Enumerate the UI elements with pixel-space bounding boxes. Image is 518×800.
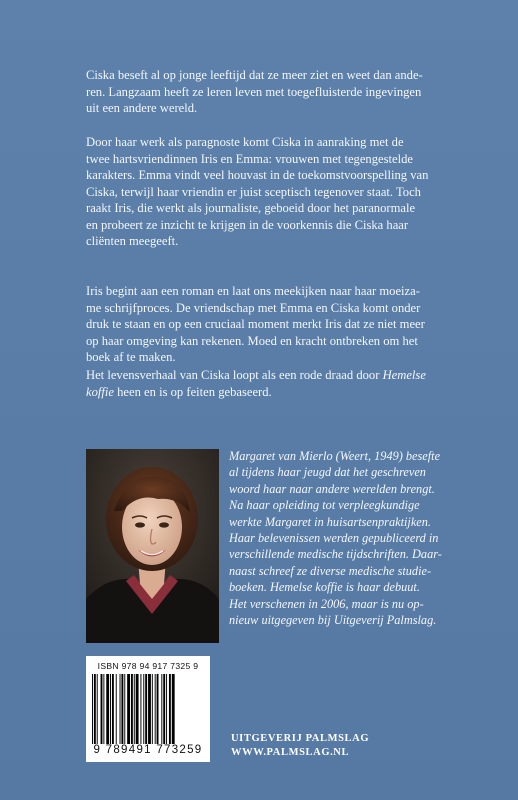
text-line: op haar omgeving kan rekenen. Moed en kracht ontbreken om het xyxy=(86,333,418,348)
text-line: ren. Langzaam heeft ze leren leven met toegefluisterde ingevingen xyxy=(86,84,422,99)
author-portrait-illustration xyxy=(86,449,219,643)
book-title-italic: Hemelse xyxy=(382,368,426,382)
barcode-bar xyxy=(110,674,111,744)
author-photo xyxy=(86,449,219,643)
bio-line: woord haar naar andere werelden brengt. xyxy=(229,481,435,496)
publisher-url: WWW.PALMSLAG.NL xyxy=(231,747,350,758)
barcode-bar xyxy=(152,674,153,744)
isbn-barcode xyxy=(86,656,210,762)
barcode-bar xyxy=(101,674,103,744)
bio-line: verschillende medische tijdschriften. Daar- xyxy=(229,547,442,562)
blurb-paragraph-2 xyxy=(86,134,452,250)
bio-line: nieuw uitgegeven bij Uitgeverij Palmslag. xyxy=(229,613,437,628)
barcode-bar xyxy=(166,674,167,744)
text-line: Ciska, terwijl haar vriendin er juist sceptisch tegenover staat. Toch xyxy=(86,184,421,199)
barcode-bar xyxy=(103,674,104,744)
barcode-bar xyxy=(157,674,159,744)
publisher-name: UITGEVERIJ PALMSLAG xyxy=(231,733,370,744)
author-biography xyxy=(229,448,455,628)
barcode-bar xyxy=(121,674,123,744)
barcode-bar xyxy=(131,674,133,744)
barcode-bar xyxy=(161,674,162,744)
barcode-bar xyxy=(106,674,109,744)
barcode-bar xyxy=(145,674,147,744)
barcode-bar xyxy=(140,674,141,744)
bio-line: Haar belevenissen werden gepubliceerd in xyxy=(229,531,439,546)
barcode-bar xyxy=(163,674,165,744)
bio-line: werkte Margaret in huisartsenpraktijken. xyxy=(229,514,431,529)
blurb-paragraph-4 xyxy=(86,367,452,400)
text-segment: heen en is op feiten gebaseerd. xyxy=(113,384,272,399)
text-line: karakters. Emma vindt veel houvast in de toekomstvoorspelling van xyxy=(86,168,429,182)
text-line: Iris begint aan een roman en laat ons meekijken naar haar moeiza- xyxy=(86,284,420,298)
bio-line: boeken. Hemelse koffie is haar debuut. xyxy=(229,580,420,595)
isbn-label: ISBN 978 94 917 7325 9 xyxy=(97,661,199,671)
barcode-bar xyxy=(143,674,144,744)
blurb-paragraph-3 xyxy=(86,283,452,366)
barcode-bar xyxy=(97,674,98,744)
book-title-italic: koffie xyxy=(86,384,114,399)
text-line: druk te staan en op een cruciaal moment merkt Iris dat ze niet meer xyxy=(86,317,425,331)
barcode-bar xyxy=(148,674,151,744)
text-line: twee hartsvriendinnen Iris en Emma: vrouwen met tegengestelde xyxy=(86,151,413,166)
barcode-bar xyxy=(136,674,139,744)
text-line: uit een andere wereld. xyxy=(86,101,198,115)
bio-line: Het verschenen in 2006, maar is nu op- xyxy=(229,596,424,611)
bio-line: al tijdens haar jeugd dat het geschreven xyxy=(229,465,426,480)
barcode-bar xyxy=(169,674,171,744)
barcode-bar xyxy=(116,674,117,744)
barcode-bar xyxy=(172,674,175,744)
publisher-info xyxy=(231,732,369,760)
bio-line: Margaret van Mierlo (Weert, 1949) besefte xyxy=(229,449,441,463)
barcode-bar xyxy=(127,674,130,744)
text-line: Door haar werk als paragnoste komt Ciska in aanraking met de xyxy=(86,135,404,149)
text-line: boek af te maken. xyxy=(86,350,176,364)
text-line: Ciska beseft al op jonge leeftijd dat ze meer ziet en weet dan ande- xyxy=(86,68,423,82)
barcode-bar xyxy=(124,674,125,744)
barcode-bar xyxy=(94,674,96,744)
text-line: me schrijfproces. De vriendschap met Emma en Ciska komt onder xyxy=(86,300,421,315)
barcode-bar xyxy=(92,674,93,744)
bio-line: naast schreef ze diverse medische studie- xyxy=(229,563,432,578)
barcode-bar xyxy=(155,674,156,744)
barcode-bars xyxy=(92,674,204,744)
barcode-bar xyxy=(134,674,135,744)
barcode-bar xyxy=(120,674,121,744)
text-line: cliënten meegeeft. xyxy=(86,234,179,248)
blurb-paragraph-1 xyxy=(86,67,452,117)
text-line: raakt Iris, die werkt als journaliste, geboeid door het paranormale xyxy=(86,201,416,215)
isbn-digits: 9 789491 773259 xyxy=(93,744,203,756)
barcode-bar xyxy=(112,674,114,744)
text-line: en probeert ze inzicht te krijgen in de voorkennis die Ciska haar xyxy=(86,217,409,232)
bio-line: Na haar opleiding tot verpleegkundige xyxy=(229,498,420,513)
text-segment: Het levensverhaal van Ciska loopt als een rode draad door xyxy=(86,368,383,382)
